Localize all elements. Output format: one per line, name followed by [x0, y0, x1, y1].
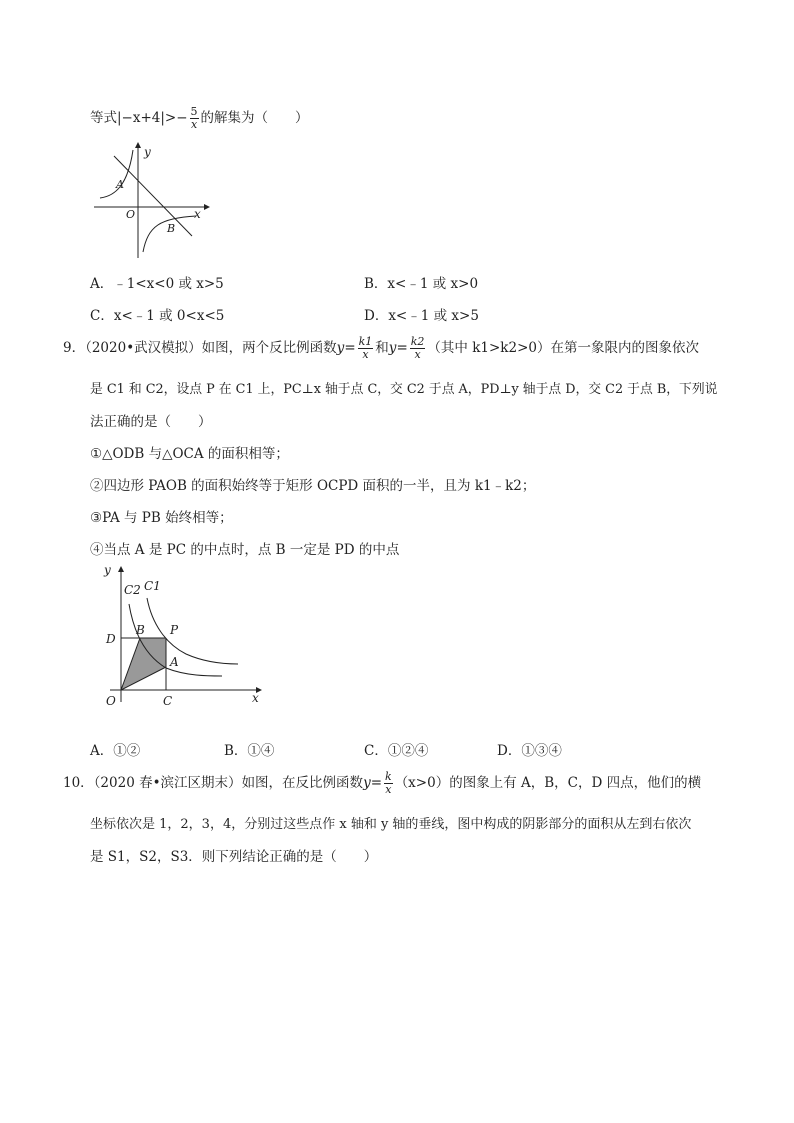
q10-stem-line2: 坐标依次是 1，2，3，4，分别过这些点作 x 轴和 y 轴的垂线，图中构成的阴影部分的面积从左到右依次	[90, 817, 692, 832]
q9-statement-4: ④当点 A 是 PC 的中点时，点 B 一定是 PD 的中点	[90, 542, 400, 558]
q8-label-o: O	[126, 208, 136, 221]
q9-source: （2020•武汉模拟）	[85, 340, 202, 356]
q9-label-y: y	[104, 563, 111, 577]
q9-eq1: =	[344, 340, 356, 356]
q8-option-d: D．x<﹣1 或 x>5	[364, 308, 479, 324]
q9-label-p: P	[170, 623, 179, 637]
q10-number: 10．	[63, 775, 94, 791]
q9-stem-line2: 是 C1 和 C2，设点 P 在 C1 上，PC⊥x 轴于点 C，交 C2 于点 A，PD⊥y 轴于点 D，交 C2 于点 B，下列说	[90, 382, 718, 397]
q8-line	[114, 156, 192, 236]
q10-fraction: $\frac{k}{x}$	[385, 770, 392, 796]
q9-graph	[100, 560, 270, 715]
q9-label-o: O	[106, 694, 116, 708]
q8-graph	[90, 140, 210, 260]
q9-text1: 如图，两个反比例函数	[201, 340, 337, 356]
q9-label-d: D	[106, 632, 116, 646]
q8-y-arrow	[135, 142, 141, 148]
q8-option-b: B．x<﹣1 或 x>0	[364, 276, 479, 292]
q9-y-arrow	[118, 566, 124, 572]
q9-label-a: A	[170, 655, 179, 669]
q9-label-c2: C2	[124, 583, 141, 597]
q9-eq2: =	[396, 340, 408, 356]
q9-fraction-1: $\frac{k1}{x}$	[358, 335, 373, 361]
q9-label-c: C	[163, 694, 173, 708]
q9-y1: y	[336, 340, 345, 356]
q8-x-arrow	[204, 204, 210, 210]
q9-fraction-2: $\frac{k2}{x}$	[410, 335, 425, 361]
q8-label-x: x	[194, 207, 201, 221]
q9-y2: y	[388, 340, 397, 356]
q9-label-x: x	[252, 691, 259, 705]
q9-option-a: A．①②	[90, 743, 141, 759]
q10-y: y	[363, 775, 371, 791]
q8-fraction: $\frac{5}{x}$	[190, 105, 198, 131]
q9-condition: （其中 k1>k2>0）在第一象限内的图象依次	[427, 340, 699, 356]
q9-label-b: B	[136, 623, 145, 637]
q9-option-d: D．①③④	[497, 743, 562, 759]
q8-label-y: y	[144, 145, 151, 159]
q8-option-c: C．x<﹣1 或 0<x<5	[90, 308, 225, 324]
q9-statement-2: ②四边形 PAOB 的面积始终等于矩形 OCPD 面积的一半，且为 k1﹣k2；	[90, 478, 536, 494]
q10-stem-line3: 是 S1，S2，S3．则下列结论正确的是（ ）	[90, 849, 378, 865]
q10-text1: 如图，在反比例函数	[241, 775, 364, 791]
q9-stem-line3: 法正确的是（ ）	[90, 414, 212, 430]
q9-statement-3: ③PA 与 PB 始终相等；	[90, 510, 233, 526]
q9-statement-1: ①△ODB 与△OCA 的面积相等；	[90, 446, 289, 462]
q10-condition: （x>0）的图象上有 A，B，C，D 四点，他们的横	[394, 775, 702, 791]
q9-number: 9．	[63, 340, 86, 356]
q9-option-b: B．①④	[224, 743, 275, 759]
q9-option-c: C．①②④	[364, 743, 429, 759]
q10-source: （2020 春•滨江区期末）	[93, 775, 242, 791]
q9-stem-line1	[63, 336, 699, 361]
q9-and: 和	[375, 340, 389, 356]
q8-stem-a: 等式|−x+4|>−	[90, 110, 188, 126]
q9-label-c1: C1	[144, 579, 161, 593]
q8-option-a: A．﹣1<x<0 或 x>5	[90, 276, 224, 292]
q8-label-a: A	[116, 178, 124, 191]
q10-eq: =	[370, 775, 383, 791]
q10-stem-line1	[63, 771, 701, 796]
q8-stem	[90, 106, 309, 131]
q8-stem-b: 的解集为（ ）	[200, 110, 309, 126]
q8-label-b: B	[167, 222, 176, 235]
